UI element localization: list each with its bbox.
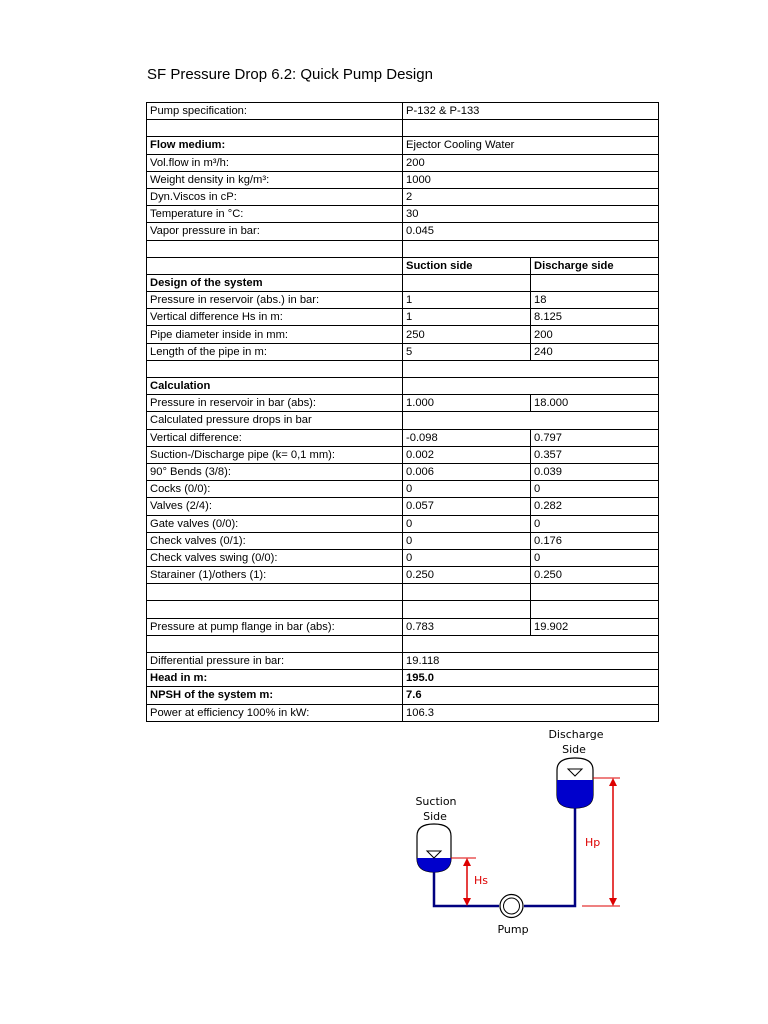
row-value: P-132 & P-133 xyxy=(403,103,659,120)
pump-label: Pump xyxy=(497,923,529,936)
suction-value: 0 xyxy=(403,481,531,498)
row-value: 1000 xyxy=(403,171,659,188)
suction-value: 1.000 xyxy=(403,395,531,412)
suction-label-line1: Suction xyxy=(415,795,457,808)
suction-value: 0.057 xyxy=(403,498,531,515)
row-value: 200 xyxy=(403,154,659,171)
row-label: Valves (2/4): xyxy=(147,498,403,515)
row-label: Pump specification: xyxy=(147,103,403,120)
row-label: Length of the pipe in m: xyxy=(147,343,403,360)
discharge-value: 19.902 xyxy=(531,618,659,635)
suction-value: 250 xyxy=(403,326,531,343)
row-label: Power at efficiency 100% in kW: xyxy=(147,704,403,721)
row-label: Vol.flow in m³/h: xyxy=(147,154,403,171)
row-value: 195.0 xyxy=(403,670,659,687)
suction-value: 0.006 xyxy=(403,463,531,480)
discharge-label-line1: Discharge xyxy=(548,728,604,741)
row-label: Temperature in °C: xyxy=(147,206,403,223)
suction-value: Suction side xyxy=(403,257,531,274)
row-label: Dyn.Viscos in cP: xyxy=(147,188,403,205)
piping xyxy=(434,808,575,906)
row-value: 106.3 xyxy=(403,704,659,721)
row-label: Suction-/Discharge pipe (k= 0,1 mm): xyxy=(147,446,403,463)
row-label: Gate valves (0/0): xyxy=(147,515,403,532)
row-value: Ejector Cooling Water xyxy=(403,137,659,154)
suction-value: 0 xyxy=(403,515,531,532)
hs-dimension xyxy=(451,858,476,906)
row-label: Check valves swing (0/0): xyxy=(147,549,403,566)
row-label: Pressure at pump flange in bar (abs): xyxy=(147,618,403,635)
discharge-value: 0 xyxy=(531,515,659,532)
discharge-value: 0.039 xyxy=(531,463,659,480)
row-label: Calculation xyxy=(147,378,403,395)
row-label: Weight density in kg/m³: xyxy=(147,171,403,188)
suction-value: 0.250 xyxy=(403,567,531,584)
suction-value: 5 xyxy=(403,343,531,360)
hp-label: Hp xyxy=(585,836,601,849)
row-value: 30 xyxy=(403,206,659,223)
discharge-value: 240 xyxy=(531,343,659,360)
discharge-liquid xyxy=(557,780,593,808)
row-label: Cocks (0/0): xyxy=(147,481,403,498)
discharge-tank xyxy=(557,758,593,808)
row-label: 90° Bends (3/8): xyxy=(147,463,403,480)
discharge-value: 18.000 xyxy=(531,395,659,412)
row-label: Starainer (1)/others (1): xyxy=(147,567,403,584)
suction-label-line2: Side xyxy=(423,810,447,823)
row-label: Calculated pressure drops in bar xyxy=(147,412,403,429)
row-label: Design of the system xyxy=(147,274,403,291)
hs-label: Hs xyxy=(474,874,489,887)
discharge-value: 200 xyxy=(531,326,659,343)
discharge-value: 0.797 xyxy=(531,429,659,446)
row-value: 0.045 xyxy=(403,223,659,240)
row-label: Check valves (0/1): xyxy=(147,532,403,549)
row-label: Head in m: xyxy=(147,670,403,687)
discharge-label-line2: Side xyxy=(562,743,586,756)
row-label: Vertical difference Hs in m: xyxy=(147,309,403,326)
discharge-value: 0.357 xyxy=(531,446,659,463)
page-title: SF Pressure Drop 6.2: Quick Pump Design xyxy=(147,66,433,83)
suction-tank xyxy=(417,824,451,872)
suction-value: -0.098 xyxy=(403,429,531,446)
discharge-value: 0.282 xyxy=(531,498,659,515)
suction-liquid xyxy=(417,858,451,872)
suction-value: 0 xyxy=(403,532,531,549)
discharge-value: 0 xyxy=(531,549,659,566)
suction-value: 0.002 xyxy=(403,446,531,463)
row-label: Flow medium: xyxy=(147,137,403,154)
discharge-value: Discharge side xyxy=(531,257,659,274)
row-label: Pressure in reservoir in bar (abs): xyxy=(147,395,403,412)
row-label: Differential pressure in bar: xyxy=(147,653,403,670)
suction-value: 0 xyxy=(403,549,531,566)
row-label: Pipe diameter inside in mm: xyxy=(147,326,403,343)
row-label: Pressure in reservoir (abs.) in bar: xyxy=(147,292,403,309)
row-label: NPSH of the system m: xyxy=(147,687,403,704)
pump-icon xyxy=(500,895,523,918)
discharge-value: 18 xyxy=(531,292,659,309)
suction-value: 1 xyxy=(403,309,531,326)
suction-value: 0.783 xyxy=(403,618,531,635)
row-value: 7.6 xyxy=(403,687,659,704)
row-value: 2 xyxy=(403,188,659,205)
row-label: Vertical difference: xyxy=(147,429,403,446)
row-value: 19.118 xyxy=(403,653,659,670)
discharge-value: 8.125 xyxy=(531,309,659,326)
suction-value: 1 xyxy=(403,292,531,309)
discharge-value: 0.176 xyxy=(531,532,659,549)
discharge-value: 0.250 xyxy=(531,567,659,584)
row-label: Vapor pressure in bar: xyxy=(147,223,403,240)
discharge-value: 0 xyxy=(531,481,659,498)
